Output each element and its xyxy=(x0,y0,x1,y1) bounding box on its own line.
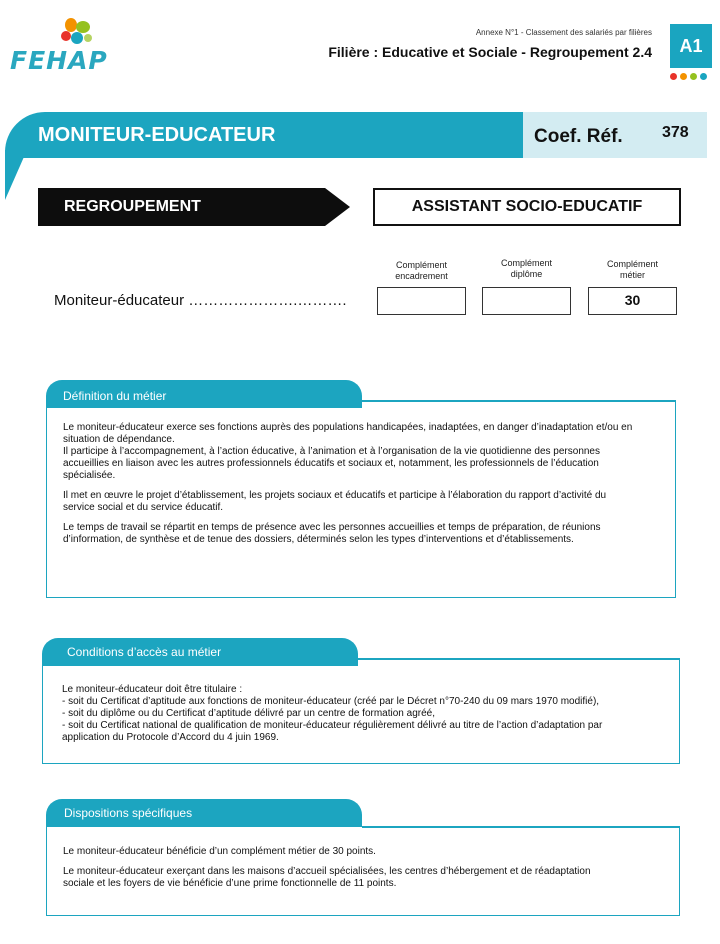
job-name-line: Moniteur-éducateur ………………….………. xyxy=(54,292,347,309)
dispositions-text xyxy=(63,846,623,898)
definition-paragraph: Il met en œuvre le projet d’établissement, les projets sociaux et éducatifs et participe à l’élaboration du rapport d’activité du service social et du service éducatif. xyxy=(63,490,607,513)
green-dot-icon xyxy=(690,73,697,80)
definition-box-top-border xyxy=(362,400,676,402)
dispositions-box-top-border xyxy=(362,826,680,828)
color-dots xyxy=(670,73,707,80)
regroupement-value: ASSISTANT SOCIO-EDUCATIF xyxy=(411,198,643,215)
complement-diplome-header: Complément diplôme xyxy=(500,258,553,279)
definition-paragraph: Le moniteur-éducateur exerce ses fonctions auprès des populations handicapées, inadaptées, en danger d’inadaptation et/ou en situation de dépendance. Il participe à l’accompagnement, à l’action éducative, à l’animation et à l’organisation de la vie quotidienne des personnes accueillies en liaison avec les autres professionnels éducatifs et sociaux et, notamment, les professionnels de l’éducation spécialisée. xyxy=(63,422,633,481)
blue-dot-icon xyxy=(700,73,707,80)
conditions-title: Conditions d’accès au métier xyxy=(67,645,222,659)
filiere-title: Filière : Educative et Sociale - Regroupement 2.4 xyxy=(328,44,652,60)
conditions-paragraph: Le moniteur-éducateur doit être titulaire : - soit du Certificat d’aptitude aux fonctions de moniteur-éducateur (créé par le Décret n°70-240 du 09 mars 1970 modifié), - soit du diplôme ou du Certificat d’aptitude délivré par un centre de formation agréé, - soit du Certificat national de qualification de moniteur-éducateur régulièrement délivré au titre de l’action d’adaptation par application du Protocole d’Accord du 4 juin 1969. xyxy=(62,684,603,743)
dispositions-paragraph: Le moniteur-éducateur exerçant dans les maisons d’accueil spécialisées, les centres d’hébergement et de réadaptation sociale et les foyers de vie bénéficie d’une prime fonctionnelle de 11 points. xyxy=(63,866,591,889)
complement-encadrement-value xyxy=(377,287,466,315)
conditions-text xyxy=(62,684,622,752)
red-dot-icon xyxy=(670,73,677,80)
orange-dot-icon xyxy=(680,73,687,80)
complement-diplome-value xyxy=(482,287,571,315)
coef-label: Coef. Réf. xyxy=(534,126,623,147)
conditions-box-top-border xyxy=(358,658,680,660)
regroupement-label: REGROUPEMENT xyxy=(64,198,201,215)
annex-label: Annexe N°1 - Classement des salariés par filières xyxy=(475,28,652,37)
dispositions-title: Dispositions spécifiques xyxy=(64,806,193,820)
definition-text xyxy=(63,422,633,554)
complement-metier-value: 30 xyxy=(588,287,677,315)
definition-title: Définition du métier xyxy=(63,389,167,403)
fehap-logo xyxy=(10,16,108,76)
section-badge: A1 xyxy=(670,24,712,68)
job-title: MONITEUR-EDUCATEUR xyxy=(38,124,276,146)
logo-text: FEHAP xyxy=(10,46,108,75)
complement-metier-header: Complément métier xyxy=(606,259,659,280)
complement-encadrement-header: Complément encadrement xyxy=(395,260,448,281)
dispositions-paragraph: Le moniteur-éducateur bénéficie d’un complément métier de 30 points. xyxy=(63,846,376,857)
coef-value: 378 xyxy=(662,124,689,141)
definition-paragraph: Le temps de travail se répartit en temps de présence avec les personnes accueillies et temps de préparation, de réunions d’information, de synthèse et de tenue des dossiers, déterminés selon les types d’interventions et d’établissements. xyxy=(63,522,601,545)
